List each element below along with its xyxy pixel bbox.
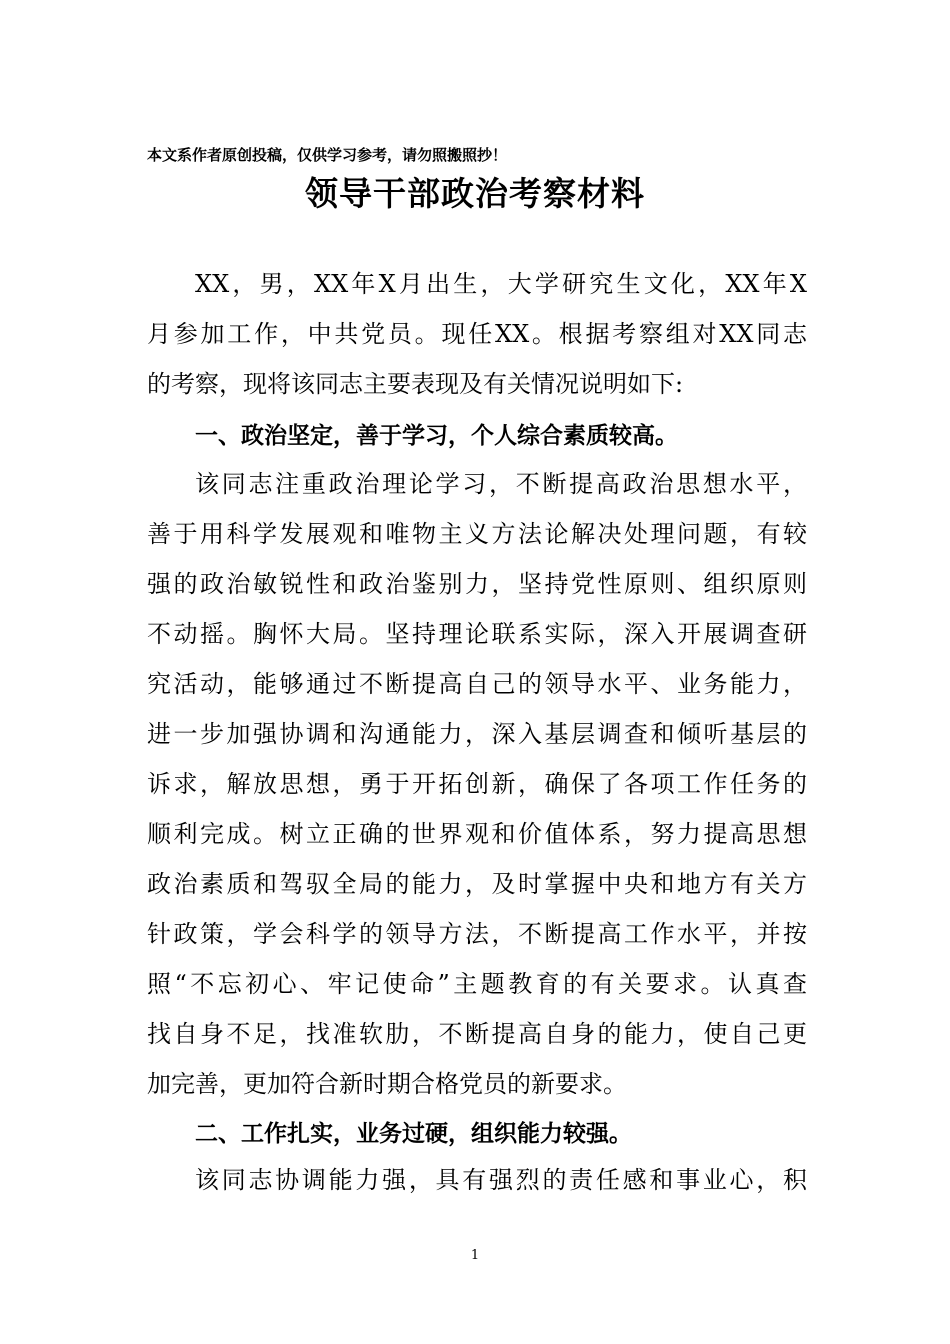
section-1-line: 进一步加强协调和沟通能力，深入基层调查和倾听基层的 [147,720,807,748]
intro-line-2: 月参加工作，中共党员。现任XX。根据考察组对XX同志 [147,320,807,348]
intro-line-1: XX，男，XX年X月出生，大学研究生文化，XX年X [195,270,807,298]
section-1-heading: 一、政治坚定，善于学习，个人综合素质较高。 [195,423,678,449]
section-1-line: 该同志注重政治理论学习，不断提高政治思想水平， [195,470,807,498]
section-1-line: 找自身不足，找准软肋，不断提高自身的能力，使自己更 [147,1020,807,1048]
section-1-line: 加完善，更加符合新时期合格党员的新要求。 [147,1070,627,1098]
section-1-line: 究活动，能够通过不断提高自己的领导水平、业务能力， [147,670,807,698]
section-1-line: 诉求，解放思想，勇于开拓创新，确保了各项工作任务的 [147,770,807,798]
document-title: 领导干部政治考察材料 [305,174,645,213]
intro-line-3: 的考察，现将该同志主要表现及有关情况说明如下: [147,370,684,398]
copyright-notice: 本文系作者原创投稿，仅供学习参考，请勿照搬照抄！ [147,146,508,164]
section-1-line: 强的政治敏锐性和政治鉴别力，坚持党性原则、组织原则 [147,570,807,598]
section-1-line: 顺利完成。树立正确的世界观和价值体系，努力提高思想 [147,820,807,848]
section-1-line: 善于用科学发展观和唯物主义方法论解决处理问题，有较 [147,520,807,548]
section-1-line: 照“不忘初心、牢记使命”主题教育的有关要求。认真查 [147,970,807,998]
section-1-line: 针政策，学会科学的领导方法，不断提高工作水平，并按 [147,920,807,948]
page-number: 1 [470,1248,480,1263]
section-1-line: 政治素质和驾驭全局的能力，及时掌握中央和地方有关方 [147,870,807,898]
section-2-line: 该同志协调能力强，具有强烈的责任感和事业心，积 [195,1166,807,1194]
section-1-line: 不动摇。胸怀大局。坚持理论联系实际，深入开展调查研 [147,620,807,648]
section-2-heading: 二、工作扎实，业务过硬，组织能力较强。 [195,1121,632,1147]
